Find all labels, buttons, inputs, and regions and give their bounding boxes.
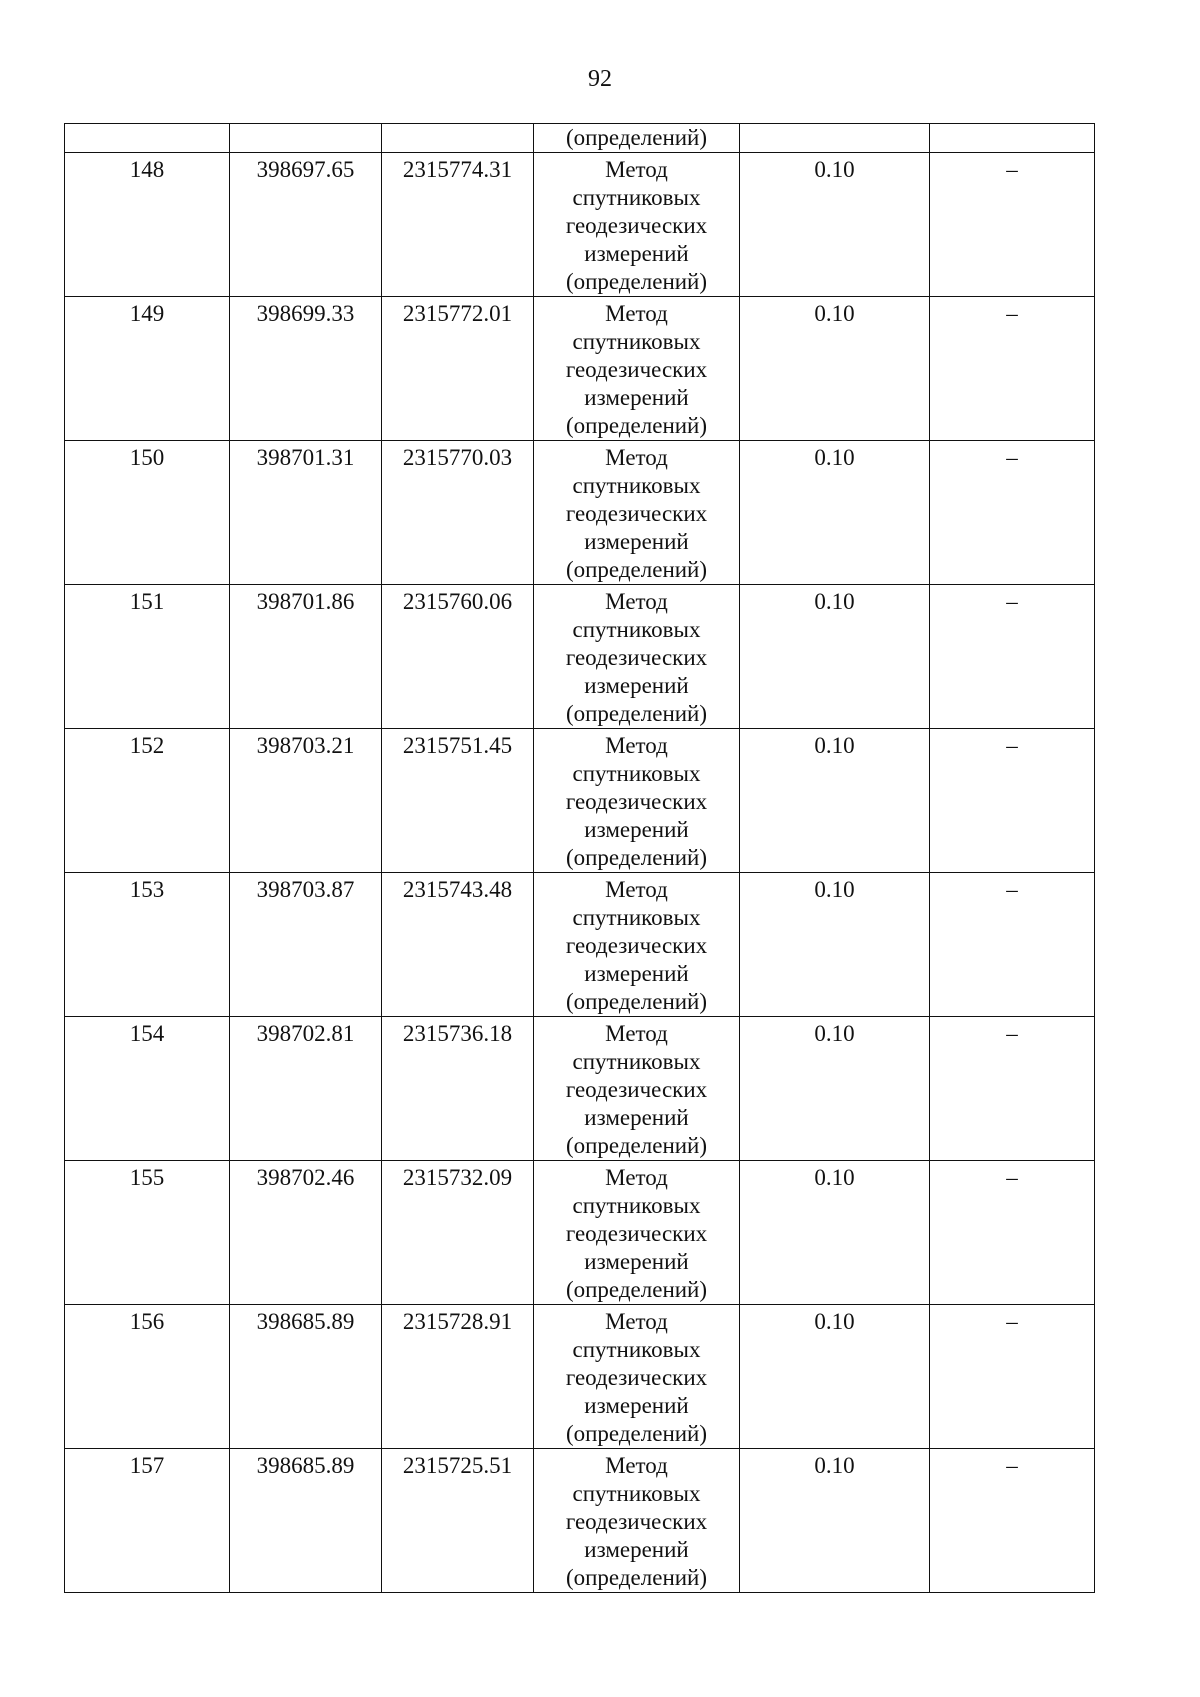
table-row (65, 441, 1095, 585)
cell-note: – (930, 297, 1095, 441)
cell-x: 398703.87 (230, 873, 382, 1017)
table-row (65, 873, 1095, 1017)
cell-y: 2315732.09 (382, 1161, 534, 1305)
cell-y: 2315736.18 (382, 1017, 534, 1161)
method-line: геодезических (565, 933, 708, 958)
cell-accuracy: 0.10 (740, 153, 930, 297)
cell-x: 398703.21 (230, 729, 382, 873)
method-line: Метод (605, 589, 668, 614)
cell-y: 2315760.06 (382, 585, 534, 729)
method-line: измерений (584, 817, 689, 842)
cell-x: 398702.46 (230, 1161, 382, 1305)
table-row (65, 1305, 1095, 1449)
cell-x (230, 124, 382, 153)
cell-x: 398702.81 (230, 1017, 382, 1161)
cell-point (65, 124, 230, 153)
method-line: измерений (584, 673, 689, 698)
method-line: измерений (584, 241, 689, 266)
cell-note: – (930, 1161, 1095, 1305)
method-line: Метод (605, 301, 668, 326)
method-line: (определений) (565, 701, 708, 726)
cell-method (534, 873, 740, 1017)
cell-y: 2315751.45 (382, 729, 534, 873)
method-line: Метод (605, 1021, 668, 1046)
method-line: геодезических (565, 789, 708, 814)
method-line: (определений) (565, 1565, 708, 1590)
cell-x: 398685.89 (230, 1449, 382, 1593)
cell-note: – (930, 585, 1095, 729)
method-line: геодезических (565, 1221, 708, 1246)
method-line: (определений) (565, 557, 708, 582)
continuation-row (65, 124, 1095, 153)
cell-point: 154 (65, 1017, 230, 1161)
cell-point: 153 (65, 873, 230, 1017)
method-line: геодезических (565, 501, 708, 526)
cell-note: – (930, 153, 1095, 297)
cell-method: (определений) (534, 124, 740, 153)
cell-accuracy (740, 124, 930, 153)
cell-method (534, 1305, 740, 1449)
cell-accuracy: 0.10 (740, 1161, 930, 1305)
cell-accuracy: 0.10 (740, 585, 930, 729)
cell-accuracy: 0.10 (740, 1305, 930, 1449)
method-line: геодезических (565, 213, 708, 238)
cell-accuracy: 0.10 (740, 1017, 930, 1161)
cell-point: 152 (65, 729, 230, 873)
method-line: геодезических (565, 1365, 708, 1390)
method-line: (определений) (565, 1277, 708, 1302)
method-line: спутниковых (572, 1193, 701, 1218)
method-line: измерений (584, 961, 689, 986)
method-line: измерений (584, 1105, 689, 1130)
cell-point: 151 (65, 585, 230, 729)
method-line: Метод (605, 445, 668, 470)
table-row (65, 585, 1095, 729)
cell-method (534, 1161, 740, 1305)
table-row (65, 297, 1095, 441)
method-line: измерений (584, 385, 689, 410)
method-line: спутниковых (572, 617, 701, 642)
method-line: Метод (605, 157, 668, 182)
method-line: Метод (605, 877, 668, 902)
cell-method (534, 1017, 740, 1161)
cell-point: 149 (65, 297, 230, 441)
cell-note: – (930, 1449, 1095, 1593)
method-line: Метод (605, 1165, 668, 1190)
cell-point: 148 (65, 153, 230, 297)
cell-note (930, 124, 1095, 153)
table-body (65, 124, 1095, 1593)
cell-accuracy: 0.10 (740, 297, 930, 441)
cell-x: 398685.89 (230, 1305, 382, 1449)
method-line: геодезических (565, 357, 708, 382)
table-row (65, 1449, 1095, 1593)
cell-accuracy: 0.10 (740, 1449, 930, 1593)
method-line: спутниковых (572, 1481, 701, 1506)
cell-method (534, 441, 740, 585)
method-line: (определений) (565, 269, 708, 294)
cell-method (534, 297, 740, 441)
cell-note: – (930, 729, 1095, 873)
method-line: спутниковых (572, 329, 701, 354)
table-row (65, 1017, 1095, 1161)
method-line: геодезических (565, 645, 708, 670)
cell-method (534, 729, 740, 873)
table-row (65, 1161, 1095, 1305)
method-line: спутниковых (572, 761, 701, 786)
cell-method (534, 153, 740, 297)
coordinates-table (64, 123, 1095, 1593)
cell-accuracy: 0.10 (740, 729, 930, 873)
cell-y: 2315774.31 (382, 153, 534, 297)
cell-note: – (930, 1017, 1095, 1161)
method-line: (определений) (565, 1133, 708, 1158)
method-line: (определений) (565, 989, 708, 1014)
cell-note: – (930, 441, 1095, 585)
cell-method (534, 585, 740, 729)
method-line: спутниковых (572, 1049, 701, 1074)
cell-note: – (930, 873, 1095, 1017)
cell-point: 156 (65, 1305, 230, 1449)
method-line: (определений) (565, 1421, 708, 1446)
cell-point: 157 (65, 1449, 230, 1593)
cell-y: 2315743.48 (382, 873, 534, 1017)
method-line: Метод (605, 733, 668, 758)
method-line: измерений (584, 1537, 689, 1562)
method-line: спутниковых (572, 1337, 701, 1362)
cell-x: 398699.33 (230, 297, 382, 441)
cell-y (382, 124, 534, 153)
cell-point: 155 (65, 1161, 230, 1305)
cell-y: 2315770.03 (382, 441, 534, 585)
method-line: спутниковых (572, 905, 701, 930)
cell-x: 398701.31 (230, 441, 382, 585)
cell-y: 2315772.01 (382, 297, 534, 441)
method-line: измерений (584, 1393, 689, 1418)
method-line: спутниковых (572, 185, 701, 210)
cell-y: 2315728.91 (382, 1305, 534, 1449)
cell-x: 398701.86 (230, 585, 382, 729)
method-line: спутниковых (572, 473, 701, 498)
cell-accuracy: 0.10 (740, 441, 930, 585)
page-number: 92 (588, 66, 612, 92)
method-line: (определений) (565, 413, 708, 438)
cell-x: 398697.65 (230, 153, 382, 297)
method-line: Метод (605, 1309, 668, 1334)
cell-method (534, 1449, 740, 1593)
method-line: измерений (584, 1249, 689, 1274)
method-line: Метод (605, 1453, 668, 1478)
method-line: измерений (584, 529, 689, 554)
cell-accuracy: 0.10 (740, 873, 930, 1017)
cell-note: – (930, 1305, 1095, 1449)
table-row (65, 153, 1095, 297)
method-line: геодезических (565, 1509, 708, 1534)
method-line: геодезических (565, 1077, 708, 1102)
table-row (65, 729, 1095, 873)
cell-point: 150 (65, 441, 230, 585)
method-line: (определений) (565, 845, 708, 870)
cell-y: 2315725.51 (382, 1449, 534, 1593)
